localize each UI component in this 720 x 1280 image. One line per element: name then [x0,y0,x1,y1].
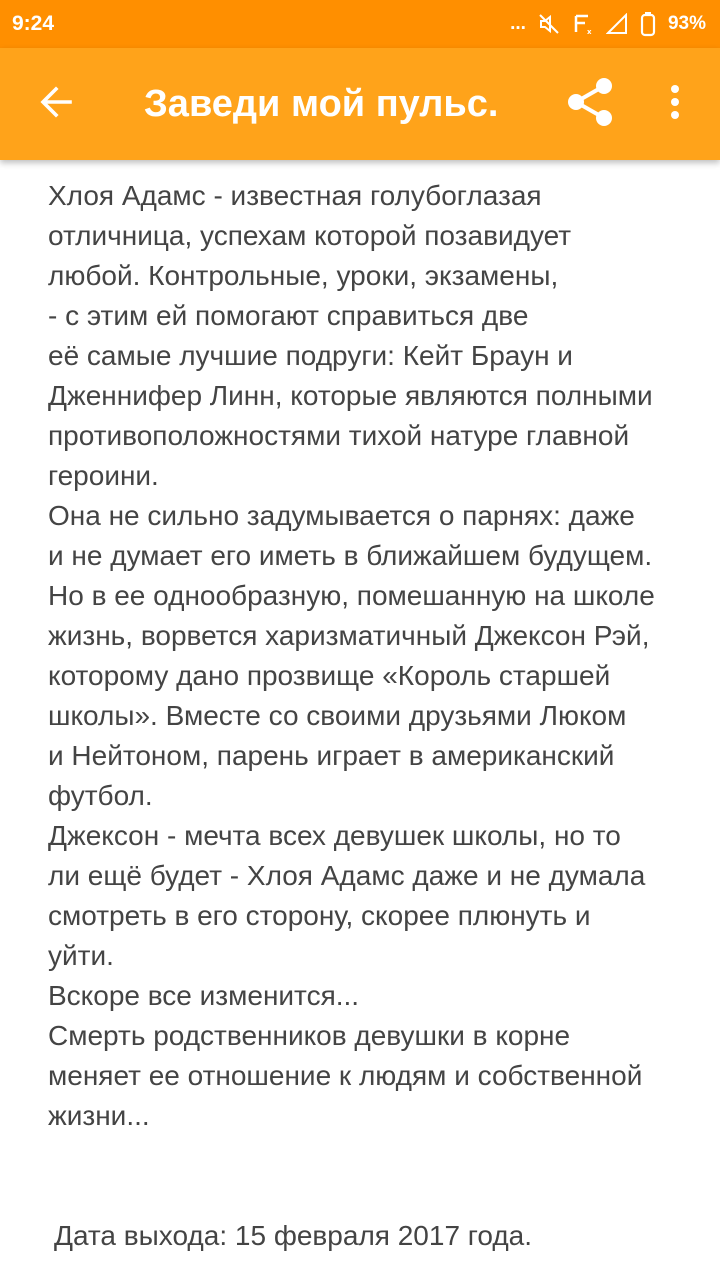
signal-letter-icon [572,13,594,35]
description-line: школы». Вместе со своими друзьями Люком [48,700,627,731]
description-line: отличница, успехам которой позавидует [48,220,572,251]
description-line: Джексон - мечта всех девушек школы, но то [48,820,621,851]
status-bar [0,0,720,48]
description-line: и Нейтоном, парень играет в американский [48,740,615,771]
notification-dots: ... [510,13,526,34]
description-line: и не думает его иметь в ближайшем будущем. [48,540,653,571]
status-time: 9:24 [12,12,55,35]
release-date: Дата выхода: 15 февраля 2017 года. [54,1220,533,1251]
share-icon [566,77,614,132]
description-line: Дженнифер Линн, которые являются полными [48,380,653,411]
arrow-back-icon [38,84,74,125]
app-bar [0,48,720,160]
cellular-signal-icon [606,13,628,35]
mute-icon [538,13,560,35]
description-line: Хлоя Адамс - известная голубоглазая [48,180,542,211]
description-line: жизнь, ворвется харизматичный Джексон Рэй, [48,620,650,651]
battery-icon [640,11,656,37]
description-line: её самые лучшие подруги: Кейт Браун и [48,340,573,371]
description-line: смотреть в его сторону, скорее плюнуть и [48,900,591,931]
description-line: любой. Контрольные, уроки, экзамены, [48,260,559,291]
page-title: Заведи мой пульс. [144,82,499,125]
description-line: которому дано прозвище «Король старшей [48,660,611,691]
description-line: противоположностями тихой натуре главной [48,420,630,451]
description-line: жизни... [48,1100,150,1131]
description-line: героини. [48,460,159,491]
svg-text:x: x [586,28,592,35]
description-line: меняет ее отношение к людям и собственной [48,1060,643,1091]
back-button[interactable] [0,48,112,160]
status-icons [510,11,706,37]
description-line: футбол. [48,780,153,811]
description-line: - с этим ей помогают справиться две [48,300,529,331]
overflow-menu-button[interactable] [630,48,720,160]
description-line: уйти. [48,940,114,971]
description-line: Смерть родственников девушки в корне [48,1020,571,1051]
description-line: Вскоре все изменится... [48,980,360,1011]
more-vert-icon [669,84,681,125]
description-line: ли ещё будет - Хлоя Адамс даже и не думала [48,860,646,891]
share-button[interactable] [550,48,630,160]
description-text [48,176,688,1136]
description-line: Но в ее однообразную, помешанную на школе [48,580,655,611]
description-line: Она не сильно задумывается о парнях: даже [48,500,635,531]
battery-percent: 93% [667,13,706,34]
